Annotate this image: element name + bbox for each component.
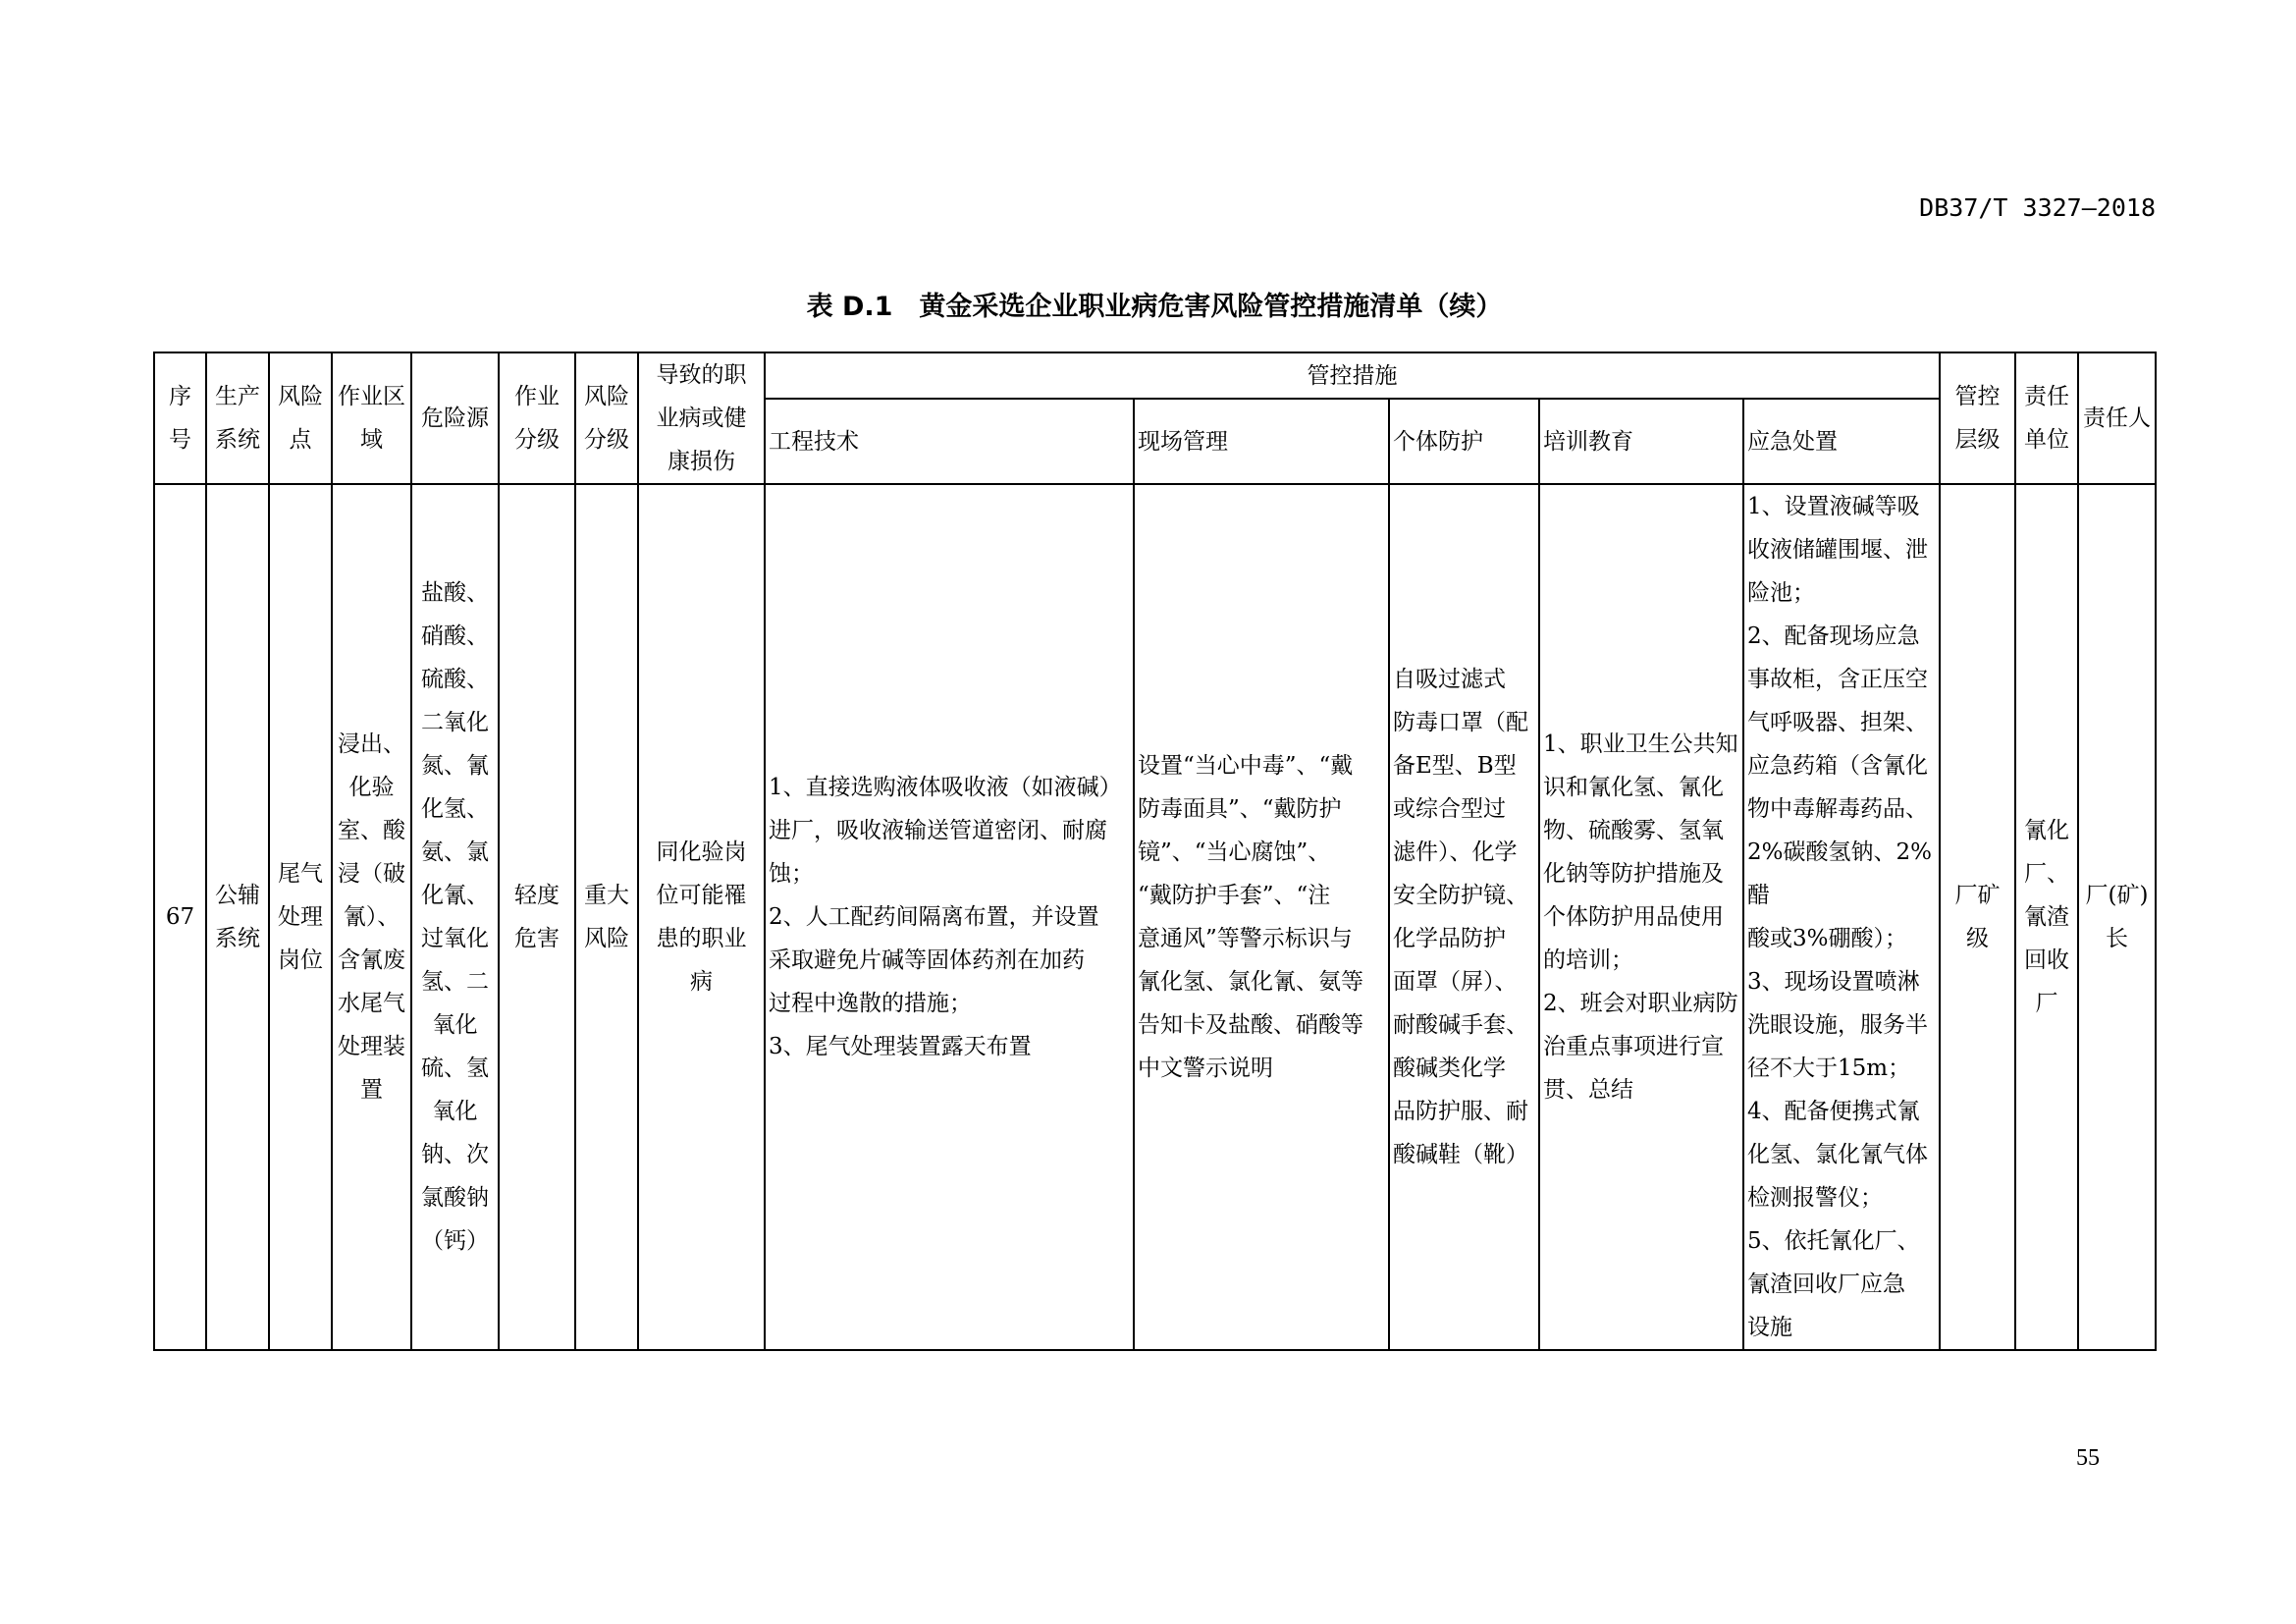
header-no: 序 号 <box>154 352 206 484</box>
cell-area: 浸出、 化验 室、酸 浸（破 氰）、 含氰废 水尾气 处理装 置 <box>332 484 411 1350</box>
cell-site-management: 设置“当心中毒”、“戴 防毒面具”、“戴防护 镜”、“当心腐蚀”、 “戴防护手套”、“注 意通风”等警示标识与 氰化氢、氯化氰、氨等 告知卡及盐酸、硝酸等 中文警示说明 <box>1134 484 1389 1350</box>
cell-disease: 同化验岗 位可能罹 患的职业 病 <box>638 484 765 1350</box>
header-row-1 <box>154 352 2156 399</box>
table-row <box>154 484 2156 1350</box>
cell-work-grade: 轻度 危害 <box>499 484 575 1350</box>
cell-system: 公辅 系统 <box>206 484 269 1350</box>
header-risk-point: 风险 点 <box>269 352 332 484</box>
document-code: DB37/T 3327—2018 <box>1919 193 2156 222</box>
risk-control-table <box>153 352 2157 1351</box>
cell-control-level: 厂矿 级 <box>1940 484 2015 1350</box>
cell-hazard-source: 盐酸、 硝酸、 硫酸、 二氧化 氮、氰 化氢、 氨、氯 化氰、 过氧化 氢、二 氧化 硫、氢 氧化 钠、次 氯酸钠 （钙） <box>411 484 499 1350</box>
header-area: 作业区 域 <box>332 352 411 484</box>
header-work-grade: 作业 分级 <box>499 352 575 484</box>
cell-responsible-person: 厂(矿) 长 <box>2078 484 2156 1350</box>
header-emergency: 应急处置 <box>1743 399 1940 484</box>
header-responsible-unit: 责任 单位 <box>2015 352 2078 484</box>
header-ppe: 个体防护 <box>1389 399 1539 484</box>
header-engineering: 工程技术 <box>765 399 1134 484</box>
header-site-management: 现场管理 <box>1134 399 1389 484</box>
cell-responsible-unit: 氰化 厂、 氰渣 回收 厂 <box>2015 484 2078 1350</box>
cell-engineering: 1、直接选购液体吸收液（如液碱） 进厂，吸收液输送管道密闭、耐腐 蚀； 2、人工配药间隔离布置，并设置 采取避免片碱等固体药剂在加药 过程中逸散的措施； 3、尾气处理装置露天布置 <box>765 484 1134 1350</box>
cell-risk-grade: 重大 风险 <box>575 484 638 1350</box>
header-hazard-source: 危险源 <box>411 352 499 484</box>
header-risk-grade: 风险 分级 <box>575 352 638 484</box>
page-number: 55 <box>2076 1445 2100 1471</box>
cell-risk-point: 尾气 处理 岗位 <box>269 484 332 1350</box>
cell-emergency: 1、设置液碱等吸 收液储罐围堰、泄 险池； 2、配备现场应急 事故柜，含正压空 气呼吸器、担架、 应急药箱（含氰化 物中毒解毒药品、 2%碳酸氢钠、2%醋 酸或3%硼酸）； 3、现场设置喷淋 洗眼设施，服务半 径不大于15m； 4、配备便携式氰 化氢、氯化氰气体 检测报警仪； 5、依托氰化厂、 氰渣回收厂应急 设施 <box>1743 484 1940 1350</box>
table-caption: 表 D.1 黄金采选企业职业病危害风险管控措施清单（续） <box>806 292 1503 322</box>
header-control-level: 管控 层级 <box>1940 352 2015 484</box>
cell-ppe: 自吸过滤式 防毒口罩（配 备E型、B型 或综合型过 滤件）、化学 安全防护镜、 化学品防护 面罩（屏）、 耐酸碱手套、 酸碱类化学 品防护服、耐 酸碱鞋（靴） <box>1389 484 1539 1350</box>
header-disease: 导致的职 业病或健 康损伤 <box>638 352 765 484</box>
header-system: 生产 系统 <box>206 352 269 484</box>
header-training: 培训教育 <box>1539 399 1743 484</box>
cell-training: 1、职业卫生公共知 识和氰化氢、氰化 物、硫酸雾、氢氧 化钠等防护措施及 个体防护用品使用 的培训； 2、班会对职业病防 治重点事项进行宣 贯、总结 <box>1539 484 1743 1350</box>
cell-no: 67 <box>154 484 206 1350</box>
header-responsible-person: 责任人 <box>2078 352 2156 484</box>
header-control-measures: 管控措施 <box>765 352 1940 399</box>
